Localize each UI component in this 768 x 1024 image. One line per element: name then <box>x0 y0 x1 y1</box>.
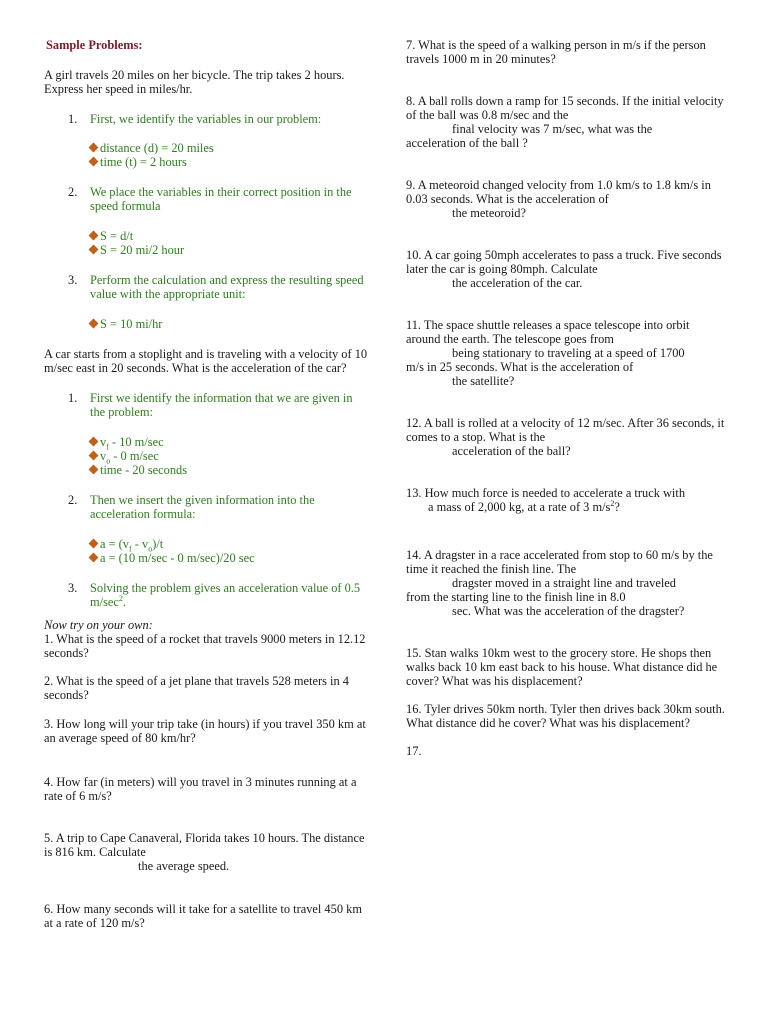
list-item: distance (d) = 20 miles <box>90 141 369 155</box>
question-2: 2. What is the speed of a jet plane that travels 528 meters in 4 seconds? <box>44 674 349 702</box>
example2-bullets-1 <box>90 435 369 477</box>
example1-step-3: 3. Perform the calculation and express the resulting speed value with the appropriate unit: <box>68 273 364 301</box>
diamond-bullet-icon <box>89 231 99 241</box>
question-6: 6. How many seconds will it take for a satellite to travel 450 km at a rate of 120 m/s? <box>44 902 362 930</box>
example2-bullets-2 <box>90 537 369 565</box>
question-10: 10. A car going 50mph accelerates to pass a truck. Five seconds later the car is going 80mph. Calculate the acceleration of the car. <box>406 248 722 290</box>
diamond-bullet-icon <box>89 319 99 329</box>
question-14: 14. A dragster in a race accelerated from stop to 60 m/s by the time it reached the finish line. The dragster moved in a straight line and traveled from the starting line to the finish line in 8.0 sec. What was the acceleration of the dragster? <box>406 548 713 618</box>
example1-problem: A girl travels 20 miles on her bicycle. The trip takes 2 hours. Express her speed in miles/hr. <box>44 68 345 96</box>
list-item: time (t) = 2 hours <box>90 155 369 169</box>
question-3: 3. How long will your trip take (in hours) if you travel 350 km at an average speed of 80 km/hr? <box>44 717 366 745</box>
question-4: 4. How far (in meters) will you travel in 3 minutes running at a rate of 6 m/s? <box>44 775 357 803</box>
question-11: 11. The space shuttle releases a space telescope into orbit around the earth. The telescope goes from being stationary to traveling at a speed of 1700 m/s in 25 seconds. What is the acceleration of the satellite? <box>406 318 690 388</box>
question-12: 12. A ball is rolled at a velocity of 12 m/sec. After 36 seconds, it comes to a stop. What is the acceleration of the ball? <box>406 416 725 458</box>
diamond-bullet-icon <box>89 451 99 461</box>
example2-step-3: 3. Solving the problem gives an acceleration value of 0.5 $m/\sec^2$. <box>68 581 361 609</box>
diamond-bullet-icon <box>89 553 99 563</box>
question-8: 8. A ball rolls down a ramp for 15 seconds. If the initial velocity of the ball was 0.8 m/sec and the final velocity was 7 m/sec, what was the acceleration of the ball ? <box>406 94 724 150</box>
list-item: a = (10 m/sec - 0 m/sec)/20 sec <box>90 551 369 565</box>
right-column <box>406 38 726 758</box>
try-on-own-heading: Now try on your own: <box>44 618 153 632</box>
example2-step-1: 1. First we identify the information that we are given in the problem: <box>68 391 353 419</box>
list-item: $a = (v_f - v_o)/t$ <box>90 537 369 551</box>
diamond-bullet-icon <box>89 539 99 549</box>
question-15: 15. Stan walks 10km west to the grocery store. He shops then walks back 10 km east back to his house. What distance did he cover? What was his displacement? <box>406 646 718 688</box>
example1-step-2: 2. We place the variables in their correct position in the speed formula <box>68 185 352 213</box>
question-16: 16. Tyler drives 50km north. Tyler then drives back 30km south. What distance did he cover? What was his displacement? <box>406 702 725 730</box>
example2-step-2: 2. Then we insert the given information into the acceleration formula: <box>68 493 315 521</box>
list-item: S = 20 mi/2 hour <box>90 243 369 257</box>
question-13: 13. How much force is needed to accelerate a truck with a mass of 2,000 kg, at a rate of 3 $m/s^2$? <box>406 486 686 514</box>
example1-bullets-3 <box>90 317 369 331</box>
list-item: S = 10 mi/hr <box>90 317 369 331</box>
diamond-bullet-icon <box>89 465 99 475</box>
question-1: 1. What is the speed of a rocket that travels 9000 meters in 12.12 seconds? <box>44 632 366 660</box>
diamond-bullet-icon <box>89 245 99 255</box>
example1-bullets-2 <box>90 229 369 257</box>
question-17: 17. <box>406 744 422 758</box>
diamond-bullet-icon <box>89 437 99 447</box>
list-item: $v_o - 0$ m/sec <box>90 449 369 463</box>
list-item: time - 20 seconds <box>90 463 369 477</box>
example1-bullets-1 <box>90 141 369 169</box>
question-9: 9. A meteoroid changed velocity from 1.0 km/s to 1.8 km/s in 0.03 seconds. What is the acceleration of the meteoroid? <box>406 178 711 220</box>
list-item: S = d/t <box>90 229 369 243</box>
list-item: $v_f - 10$ m/sec <box>90 435 369 449</box>
question-7: 7. What is the speed of a walking person in m/s if the person travels 1000 m in 20 minutes? <box>406 38 706 66</box>
question-5: 5. A trip to Cape Canaveral, Florida takes 10 hours. The distance is 816 km. Calculate the average speed. <box>44 831 365 873</box>
diamond-bullet-icon <box>89 157 99 167</box>
left-column <box>44 38 369 930</box>
diamond-bullet-icon <box>89 143 99 153</box>
example1-step-1: 1. First, we identify the variables in our problem: <box>68 112 322 126</box>
page-heading: Sample Problems: <box>46 38 143 52</box>
example2-problem: A car starts from a stoplight and is traveling with a velocity of 10 m/sec east in 20 seconds. What is the acceleration of the car? <box>44 347 368 375</box>
